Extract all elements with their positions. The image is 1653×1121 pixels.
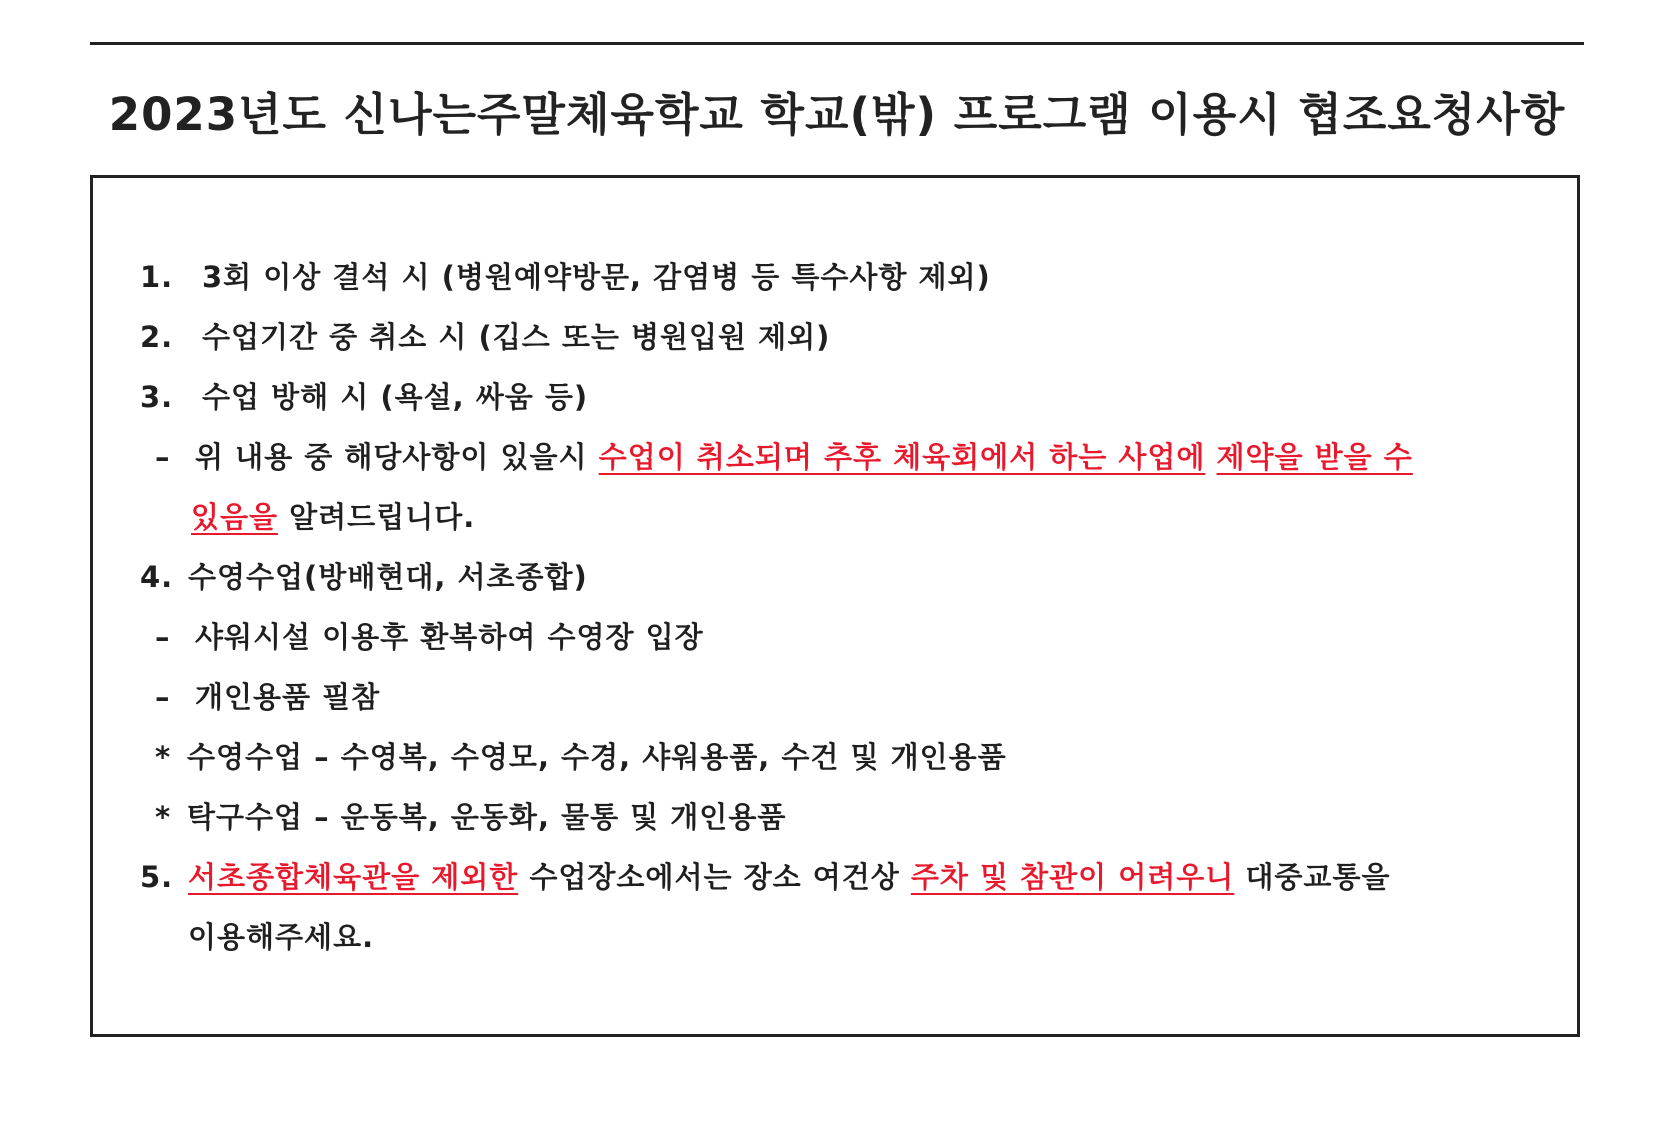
asterisk-marker: *: [155, 740, 172, 774]
dash-marker: –: [155, 680, 171, 714]
asterisk-marker: *: [155, 800, 172, 834]
note-text: 탁구수업 – 운동복, 운동화, 물통 및 개인용품: [187, 800, 787, 834]
warning-prefix: 위 내용 중 해당사항이 있을시: [195, 440, 588, 474]
item5-suffix: 대중교통을: [1245, 860, 1391, 894]
note-swim-supplies: [155, 739, 1007, 775]
warning-suffix: 알려드립니다.: [289, 500, 476, 534]
item5-highlight-exception: 서초종합체육관을 제외한: [188, 860, 519, 894]
warning-line: [155, 439, 1413, 475]
list-item-1: [140, 259, 991, 295]
item5-continuation: 이용해주세요.: [188, 920, 375, 954]
notice-box: [90, 175, 1580, 1037]
warning-highlight-possible: 있음을: [191, 500, 279, 534]
warning-line-continued: [191, 499, 475, 535]
list-item-5: [140, 859, 1390, 895]
item-number: 5.: [140, 860, 174, 894]
swim-sub-item-personal: [155, 679, 380, 715]
dash-marker: –: [155, 440, 171, 474]
note-text: 수영수업 – 수영복, 수영모, 수경, 샤워용품, 수건 및 개인용품: [187, 740, 1007, 774]
note-table-tennis-supplies: [155, 799, 786, 835]
item5-middle-text: 수업장소에서는 장소 여건상: [529, 860, 900, 894]
item-text: 3회 이상 결석 시 (병원예약방문, 감염병 등 특수사항 제외): [202, 260, 991, 294]
sub-item-text: 샤워시설 이용후 환복하여 수영장 입장: [195, 620, 704, 654]
list-item-2: [140, 319, 830, 355]
list-item-4: [140, 559, 588, 595]
list-item-5-continued: [188, 919, 374, 955]
item-number: 3.: [140, 380, 174, 414]
warning-highlight-cancel: 수업이 취소되며 추후 체육회에서 하는 사업에: [598, 440, 1206, 474]
item-number: 4.: [140, 560, 174, 594]
document-title: 2023년도 신나는주말체육학교 학교(밖) 프로그램 이용시 협조요청사항: [108, 88, 1566, 141]
dash-marker: –: [155, 620, 171, 654]
item-text: 수영수업(방배현대, 서초종합): [188, 560, 588, 594]
top-divider: [90, 42, 1584, 45]
warning-highlight-restrict: 제약을 받을 수: [1216, 440, 1413, 474]
list-item-3: [140, 379, 588, 415]
item-number: 1.: [140, 260, 174, 294]
swim-sub-item-shower: [155, 619, 704, 655]
item5-highlight-parking: 주차 및 참관이 어려우니: [910, 860, 1235, 894]
item-number: 2.: [140, 320, 174, 354]
item-text: 수업기간 중 취소 시 (깁스 또는 병원입원 제외): [202, 320, 831, 354]
item-text: 수업 방해 시 (욕설, 싸움 등): [202, 380, 589, 414]
sub-item-text: 개인용품 필참: [195, 680, 381, 714]
